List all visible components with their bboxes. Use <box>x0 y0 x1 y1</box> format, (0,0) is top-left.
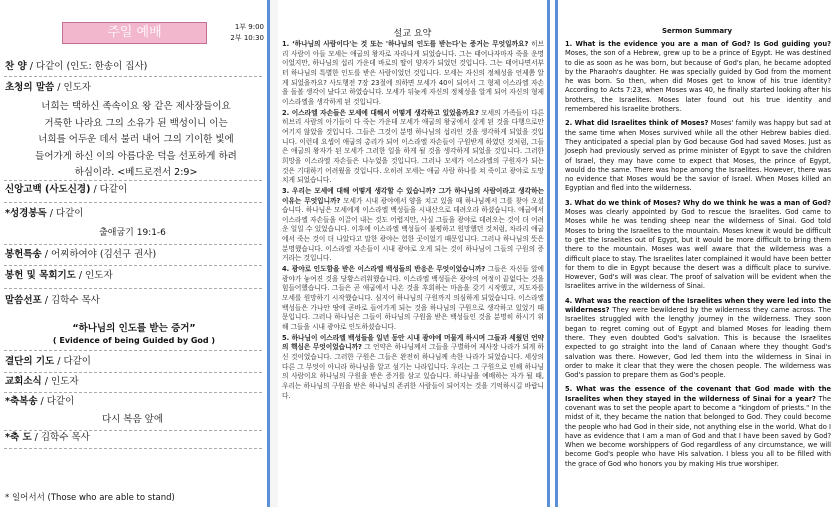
summary-answer: They were bewildered by the wilderness they came across. The Israelites struggled with the lengthy journey in the wilderness. They soon began to regret coming out of Egypt and blamed Moses for leading them there. They even doubted God's salvation. This is because the Israelites expected to go straight into the land of Canaan where they thought God's salvation was there. However, God led them into the wilderness in Sinai in order to make it clear that they were the chosen people. The wilderness was God's passion to prepare them as God's people. <box>565 306 831 380</box>
order-of-worship-panel <box>0 0 265 507</box>
verse-line: 너희는 택하신 족속이요 왕 같은 제사장들이요 <box>41 101 231 112</box>
order-hymn <box>5 60 260 73</box>
summary-answer: 그들은 자신들 앞에 광야가 놓여진 것을 당황스러워했습니다. 이스라엘 백성들은 광야의 여정이 끝없다는 것을 힘들어했습니다. 그들은 곧 애굽에서 나온 것을 후회하는 마음을 갖기 시작했고, 지도자를 모세를 원망하기 시작했습니다. 심지어 하나님의 구원까지 의심하게 되었습니다. 이스라엘 백성들은 가나안 땅에 곧바로 들어가게 되는 것을 하나님의 구원으로 생각하고 있었기 때문입니다. 그러나 하나님은 그들이 하나님의 구원을 받은 백성들인 것을 분명히 하시기 위해 그들을 시내 광야로 인도하셨습니다. <box>282 265 544 332</box>
sermon-title-block <box>10 323 258 347</box>
summary-question: 4. What was the reaction of the Israelites when they were led into the wilderness? <box>565 296 831 315</box>
order-label: 봉헌 및 목회기도 <box>5 270 76 281</box>
sermon-subtitle: ( Evidence of being Guided by God ) <box>52 336 216 345</box>
summary-item <box>282 334 544 402</box>
doxology-song: 다시 복음 앞에 <box>101 414 164 425</box>
verse-line: 하심이라. <베드로전서 2:9> <box>74 167 198 178</box>
panel-gap <box>270 0 278 507</box>
summary-answer: The covenant was to set the people apart to become a "kingdom of priests." In the midst of it, they became the nation that belonged to God. They could become the people who had God in their side, not anything else in the world. What do I have as evidence that I am a man of God and that I have been saved by God? When we become worshippers of God regardless of any circumstance, we will become God's people who have His salvation. I bless you all to be filled with the grace of God who honors you by making His true worshiper. <box>565 394 831 468</box>
order-closing-prayer <box>5 355 260 368</box>
summary-item <box>565 40 831 114</box>
separator <box>4 392 262 393</box>
summary-item <box>282 265 544 333</box>
summary-answer: 모세가 시내 광야에서 양을 치고 있을 때 하나님께서 그를 찾아 오셨습니다. 하나님은 모세에게 이스라엘 백성들을 시내산으로 데려오라 하셨습니다. 애굽에서 이스라엘 자손들을 이끌어 내는 것도 어렵지만, 사실 그들을 광야로 데려오는 것이 더 어려운 일일 수 있었습니다. 이후에 이스라엘 백성들이 불평하고 원망했던 것처럼, 차라리 애굽에서 죽는 것이 더 나았다고 말한 광야는 험한 곳이었기 때문입니다. 그러나 하나님의 뜻은 분명했습니다. 이스라엘 자손들이 시내 광야로 오게 되는 것이 하나님이 그들의 구원의 증거라는 것입니다. <box>282 196 544 263</box>
summary-item <box>565 385 831 469</box>
summary-answer: 모세의 가족들이 다른 히브리 사람의 아기들이 다 죽는 가운데 모세가 애굽의 왕궁에서 살게 된 것을 다행으로만 여기지 않았을 것입니다. 그들은 그것이 분명 하나님의 섭리인 것을 생각하게 되었을 것입니다. 이런데 요셉이 애굽의 총리가 되어 이스라엘 자손들이 구원받게 하였던 것처럼, 그들은 애굽의 왕자가 된 모세가 그러한 일을 하게 될 것을 생각하게 되었을 것입니다. 그러한 희망을 이스라엘 자손들은 나누었을 것입니다. 그러나 모세가 이스라엘의 구원자가 되는 것은 기대하기 어려웠을 것입니다. 오히려 모세는 애굽 사람 하나를 쳐 죽이고 광야로 도망치게 되었습니다. <box>282 108 544 185</box>
summary-item <box>282 40 544 108</box>
separator <box>4 350 262 351</box>
sermon-title: “하나님의 인도를 받는 증거” <box>72 323 196 334</box>
divider-line <box>555 0 558 507</box>
separator <box>4 202 262 203</box>
summary-question: 1. What is the evidence you are a man of God? Is God guiding you? <box>565 40 831 48</box>
separator <box>4 76 262 77</box>
separator <box>4 372 262 373</box>
order-leader: / 김학수 목사 <box>41 295 100 306</box>
call-to-worship-verse <box>14 99 258 182</box>
separator <box>4 448 262 449</box>
order-leader: / 다같이 <box>46 208 84 219</box>
order-label: 신앙고백 (사도신경) <box>5 184 91 195</box>
separator <box>4 180 262 181</box>
order-label: 교회소식 <box>5 376 42 387</box>
order-leader: / 인도자 <box>41 376 79 387</box>
verse-line: 들어가게 하신 이의 아름다운 덕을 선포하게 하려 <box>35 150 237 162</box>
english-summary-heading: Sermon Summary <box>661 27 733 35</box>
summary-question: 4. 광야로 인도함을 받은 이스라엘 백성들의 반응은 무엇이었습니까? <box>282 265 486 274</box>
order-offering-prayer <box>5 269 260 282</box>
order-scripture <box>5 207 260 220</box>
summary-answer: 히브리 사람이 아들 모세는 애굽의 왕자로 자라나게 되었습니다. 그는 태어나자마자 죽을 운명이었지만, 하나님의 섭리 가운데 바로의 딸이 양자가 되었던 것입니다. 그는 태어나면서부터 하나님의 특별한 인도를 받은 사람이었던 것입니다. 모세는 자신의 정체성을 언제쯤 알게 되었을까요? 사도행전 7장 23절에 의하면 모세가 40이 되어서 그 형제 이스라엘 자손을 돌볼 생각이 났다고 하였습니다. 모세가 뒤늦게 자신의 정체성을 알게 되어 자신의 형제 이스라엘을 생각하게 된 것입니다. <box>282 40 544 106</box>
summary-question: 2. What did Israelites think of Moses? <box>565 119 709 128</box>
korean-summary-panel <box>280 0 545 507</box>
summary-question: 1. ‘하나님의 사람이다'는 것 또는 '하나님의 인도를 받는다'는 증거는 무엇일까요? <box>282 40 529 48</box>
order-label: 결단의 기도 <box>5 356 55 367</box>
order-leader: / 어찌하여야 (김선구 권사) <box>41 249 157 260</box>
order-call-to-worship <box>5 81 260 94</box>
verse-line: 너희를 어두운 데서 불러 내어 그의 기이한 빛에 <box>38 134 234 145</box>
summary-question: 3. What do we think of Moses? Why do we think he was a man of God? <box>565 198 832 207</box>
order-label: *성경봉독 <box>5 208 47 219</box>
order-benediction <box>5 431 260 444</box>
stand-footnote: * 일어서서 (Those who are able to stand) <box>5 493 175 503</box>
order-doxology <box>5 395 260 408</box>
korean-summary-body <box>282 40 544 402</box>
korean-summary-heading: 설교 요약 <box>393 29 432 39</box>
order-leader: / 다같이 <box>90 184 128 195</box>
separator <box>4 244 262 245</box>
order-leader: / 인도자 <box>54 82 91 93</box>
order-leader: / 다같이 <box>37 396 75 407</box>
order-announcements <box>5 375 260 388</box>
summary-item <box>565 119 831 193</box>
summary-answer: Moses, the son of a Hebrew, grew up to be a prince of Egypt. He was destined to die as soon as he was born, but because of God's plan, he became adopted by the Pharaoh's daughter. He was specially guided by God from the moment he was born. So then, when did Moses get to know of his true identity? According to Acts 7:23, when Moses was 40, he finally started looking after his brothers, the Israelites. Moses later found out his true identity and remembered his Israelite brothers. <box>565 49 831 114</box>
summary-item <box>282 187 544 264</box>
summary-item <box>565 297 831 381</box>
english-summary-panel <box>562 0 835 507</box>
order-leader: / 인도자 <box>75 270 113 281</box>
order-sermon <box>5 294 260 307</box>
summary-item <box>282 109 544 186</box>
order-creed <box>5 183 260 196</box>
order-leader: / 다같이 (인도: 한송이 집사) <box>26 61 148 72</box>
summary-question: 5. 하나님이 이스라엘 백성들을 일년 동안 시내 광야에 머물게 하시며 그들과 세웠던 언약의 핵심은 무엇이었습니까? <box>282 333 544 352</box>
order-label: 말씀선포 <box>5 295 42 306</box>
verse-line: 거룩한 나라요 그의 소유가 된 백성이니 이는 <box>44 117 228 129</box>
order-label: 봉헌특송 <box>5 249 42 260</box>
order-leader: / 다같이 <box>54 356 91 367</box>
summary-item <box>565 199 831 292</box>
summary-question: 3. 우리는 모세에 대해 어떻게 생각할 수 있습니까? 그가 하나님의 사람이라고 생각하는 이유는 무엇입니까? <box>282 186 544 205</box>
order-leader: / 김학수 목사 <box>31 432 90 443</box>
service-time-2: 2부 10:30 <box>230 34 264 42</box>
order-offering-song <box>5 248 260 261</box>
summary-answer: 그 언약은 하나님께서 그들을 구별하여 제사장 나라가 되게 하신 것이었습니다. 그러한 구원은 그들은 완전히 하나님께 속한 나라가 되었습니다. 세상의 다른 그 무엇이 아니라 하나님을 알고 섬기는 나라입니다. 우리는 그 구원으로 인해 하나님의 사람이요 하나님의 구원을 받은 증거를 삼고 있습니다. 하나님을 예배하는 자가 될 때, 우리는 하나님의 구원을 받은 하나님의 존귀한 사람들이 되어지는 것을 기억하시길 바랍니다. <box>282 343 544 400</box>
summary-question: 2. 이스라엘 자손들은 모세에 대해서 어떻게 생각하고 있었을까요? <box>282 108 479 117</box>
summary-answer: Moses was clearly appointed by God to rescue the Israelites. God came to Moses while he was tending sheep near the wilderness of Sinai. God told Moses to bring the Israelites to the mountain. Moses knew it would be difficult to get the Israelites out of Egypt, but it would be more difficult to bring them there to the mountain. Moses was well aware that the wilderness was a difficult place to stay. The Israelites later complained it would have been better for them to die in Egypt because the desert was a difficult place to survive. However, God's will was clear. The proof of salvation will be evident when the Israelites arrive in the wilderness of Sinai. <box>565 208 831 291</box>
english-summary-body <box>565 40 831 474</box>
bulletin-title: 주일 예배 <box>62 22 207 44</box>
order-label: 찬 양 <box>5 61 27 72</box>
separator <box>4 288 262 289</box>
scripture-reference: 출애굽기 19:1-6 <box>99 228 166 238</box>
order-label: *축 도 <box>5 432 32 443</box>
service-times <box>226 22 264 44</box>
order-label: *축복송 <box>5 396 38 407</box>
separator <box>4 265 262 266</box>
divider-line <box>547 0 550 507</box>
divider-line <box>267 0 270 507</box>
summary-question: 5. What was the essence of the covenant that God made with the Israelites when they stayed in the wilderness of Sinai for a year? <box>565 385 831 403</box>
order-label: 초청의 말씀 <box>5 82 55 93</box>
service-time-1: 1부 9:00 <box>234 23 264 31</box>
summary-answer: Moses' family was happy but sad at the same time when Moses survived while all the other Hebrew babies died. They anticipated a special plan by God because God had saved Moses. Just as Joseph had previously served as prime minister of Egypt to save the children of Israel, they may have come to expect that Moses, the prince of Egypt, would do the same. There was hope among the Israelites. However, there was no evidence that Moses would be the savior of Israel. When Moses killed an Egyptian and fled into the wilderness. <box>565 119 831 193</box>
